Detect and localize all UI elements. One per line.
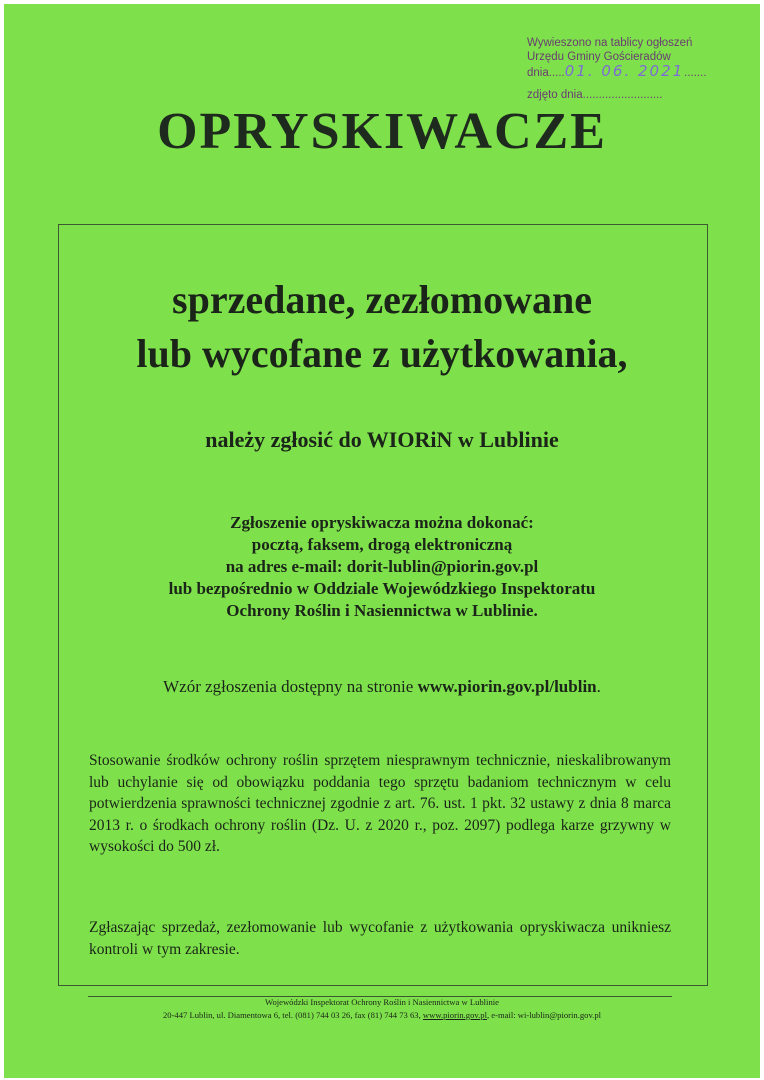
submission-line-2: pocztą, faksem, drogą elektroniczną xyxy=(251,535,513,554)
stamp-date-row: dnia.....01. 06. 2021....... xyxy=(527,62,707,80)
footer-address: 20-447 Lublin, ul. Diamentowa 6, tel. (081) 744 03 26, fax (81) 744 73 63, xyxy=(162,1010,421,1020)
form-info xyxy=(0,677,764,697)
form-info-end: . xyxy=(596,677,601,696)
stamp-line-1: Wywieszono na tablicy ogłoszeń xyxy=(527,37,693,49)
footer-email: , e-mail: wi-lublin@piorin.gov.pl xyxy=(486,1010,602,1020)
submission-line-4: lub bezpośrednio w Oddziale Wojewódzkiego Inspektoratu xyxy=(168,579,596,598)
stamp-date-label: dnia xyxy=(527,67,549,79)
stamp-date-handwritten: 01. 06. 2021 xyxy=(564,62,685,80)
page-title: OPRYSKIWACZE xyxy=(157,103,607,160)
headline-line-2: lub wycofane z użytkowania, xyxy=(136,331,628,376)
submission-line-5: Ochrony Roślin i Nasiennictwa w Lublinie. xyxy=(226,601,538,620)
form-info-url[interactable]: www.piorin.gov.pl/lublin xyxy=(417,677,597,696)
subheadline: należy zgłosić do WIORiN w Lublinie xyxy=(205,427,559,452)
stamp-taken-row: zdjęto dnia......................... xyxy=(527,89,663,101)
headline-line-1: sprzedane, zezłomowane xyxy=(172,277,592,322)
submission-info xyxy=(0,512,764,622)
submission-line-1: Zgłoszenie opryskiwacza można dokonać: xyxy=(230,513,534,532)
penalty-paragraph: Stosowanie środków ochrony roślin sprzętem niesprawnym technicznie, nieskalibrowanym lub uchylanie się od obowiązku poddania tego sprzętu badaniom technicznym w celu potwierdzenia sprawności technicznej zgodnie z art. 76. ust. 1 pkt. 32 ustawy z dnia 8 marca 2013 r. o środkach ochrony roślin (Dz. U. z 2020 r., poz. 2097) podlega karze grzywny w wysokości do 500 zł. xyxy=(89,752,671,855)
form-info-text: Wzór zgłoszenia dostępny na stronie xyxy=(163,677,414,696)
stamp-taken-label: zdjęto dnia xyxy=(527,89,583,101)
footer-contact xyxy=(0,1009,764,1021)
submission-line-3: na adres e-mail: dorit-lublin@piorin.gov.pl xyxy=(225,557,539,576)
posting-stamp xyxy=(527,36,737,102)
footer-website-link[interactable]: www.piorin.gov.pl xyxy=(422,1010,487,1020)
footer-institution: Wojewódzki Inspektorat Ochrony Roślin i Nasiennictwa w Lublinie xyxy=(265,997,499,1007)
stamp-line-2: Urzędu Gminy Gościeradów xyxy=(527,51,671,63)
notice-paragraph: Zgłaszając sprzedaż, zezłomowanie lub wycofanie z użytkowania opryskiwacza unikniesz kontroli w tym zakresie. xyxy=(89,919,671,958)
